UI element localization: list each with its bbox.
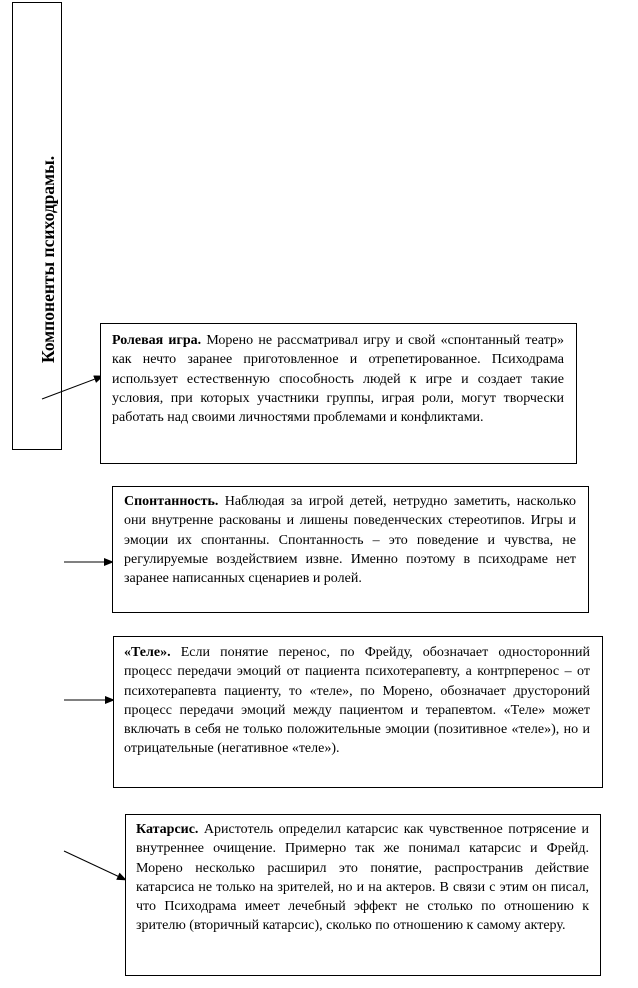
component-description: Аристотель определил катарсис как чувственное потрясение и внутреннее очищение. Примерно так же понимал катарсис и Фрейд. Морено несколько расширил это понятие, распространив действие катарсиса не только на зрителей, но и на актеров. В связи с этим он писал, что Психодрама имеет лечебный эффект не столько по отношению к зрителю (вторичный катарсис), сколько по отношению к самому актеру. bbox=[136, 822, 589, 934]
arrow-4 bbox=[64, 851, 126, 880]
component-description: Наблюдая за игрой детей, нетрудно заметить, насколько они внутренне раскованы и лишены поведенческих стереотипов. Игры и эмоции их спонтанны. Спонтанность – это поведение и чувства, не регулируемые воздействием извне. Именно поэтому в психодраме нет заранее написанных сценариев и ролей. bbox=[124, 494, 576, 587]
arrow-1 bbox=[42, 376, 103, 399]
diagram-title: Компоненты психодрамы. bbox=[38, 155, 58, 363]
component-description: Морено не рассматривал игру и свой «спонтанный театр» как нечто заранее приготовленное и отрепетированное. Психодрама использует естественную способность людей к игре и создает такие условия, при которых участники группы, играя роли, могут творчески работать над своими личностями проблемами и конфликтами. bbox=[112, 333, 564, 426]
component-box-tele bbox=[113, 636, 603, 788]
component-box-spontaneity bbox=[112, 486, 589, 613]
component-term: «Теле». bbox=[124, 645, 171, 660]
component-description: Если понятие перенос, по Фрейду, обозначает односторонний процесс передачи эмоций от пациента психотерапевту, а контрперенос – от психотерапевта пациенту, то «теле», по Морено, обозначает друстороний процесс передачи эмоций между пациентом и терапевтом. «Теле» может включать в себя не только положительные эмоции (позитивное «теле»), но и отрицательные (негативное «теле»). bbox=[124, 645, 590, 757]
component-box-role-play bbox=[100, 323, 577, 464]
component-term: Спонтанность. bbox=[124, 494, 219, 509]
component-term: Катарсис. bbox=[136, 822, 199, 837]
component-term: Ролевая игра. bbox=[112, 333, 202, 348]
component-box-catharsis bbox=[125, 814, 601, 976]
